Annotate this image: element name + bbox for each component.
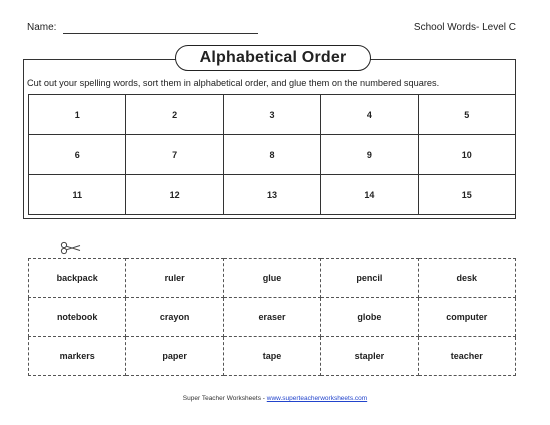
grid-cell: 3	[223, 95, 320, 135]
grid-cell: 13	[223, 175, 320, 215]
word-card: desk	[418, 259, 515, 298]
word-row	[29, 298, 516, 337]
word-row	[29, 259, 516, 298]
word-card: ruler	[126, 259, 223, 298]
numbered-grid	[28, 94, 516, 215]
word-card: paper	[126, 337, 223, 376]
grid-cell: 9	[321, 135, 418, 175]
grid-cell: 1	[29, 95, 126, 135]
grid-cell: 14	[321, 175, 418, 215]
grid-cell: 2	[126, 95, 223, 135]
footer-link[interactable]: www.superteacherworksheets.com	[266, 395, 368, 402]
grid-cell: 12	[126, 175, 223, 215]
word-card: computer	[418, 298, 515, 337]
name-label: Name:	[27, 22, 57, 33]
name-line	[63, 33, 258, 34]
word-card: pencil	[321, 259, 418, 298]
instructions: Cut out your spelling words, sort them in alphabetical order, and glue them on the numbered squares.	[27, 78, 440, 88]
word-row	[29, 337, 516, 376]
grid-row	[29, 175, 516, 215]
page-title: Alphabetical Order	[175, 45, 371, 71]
grid-cell: 10	[418, 135, 515, 175]
scissors-icon	[60, 241, 82, 255]
grid-cell: 6	[29, 135, 126, 175]
grid-row	[29, 95, 516, 135]
grid-row	[29, 135, 516, 175]
word-card: glue	[223, 259, 320, 298]
level-label: School Words- Level C	[413, 22, 516, 33]
grid-cell: 11	[29, 175, 126, 215]
grid-cell: 5	[418, 95, 515, 135]
word-card: stapler	[321, 337, 418, 376]
word-card: backpack	[29, 259, 126, 298]
footer-text: Super Teacher Worksheets -	[182, 395, 267, 402]
grid-cell: 15	[418, 175, 515, 215]
word-cards	[28, 258, 516, 376]
footer	[0, 395, 550, 402]
grid-cell: 7	[126, 135, 223, 175]
word-card: globe	[321, 298, 418, 337]
word-card: eraser	[223, 298, 320, 337]
word-card: notebook	[29, 298, 126, 337]
word-card: teacher	[418, 337, 515, 376]
word-card: tape	[223, 337, 320, 376]
grid-cell: 4	[321, 95, 418, 135]
grid-cell: 8	[223, 135, 320, 175]
word-card: markers	[29, 337, 126, 376]
word-card: crayon	[126, 298, 223, 337]
